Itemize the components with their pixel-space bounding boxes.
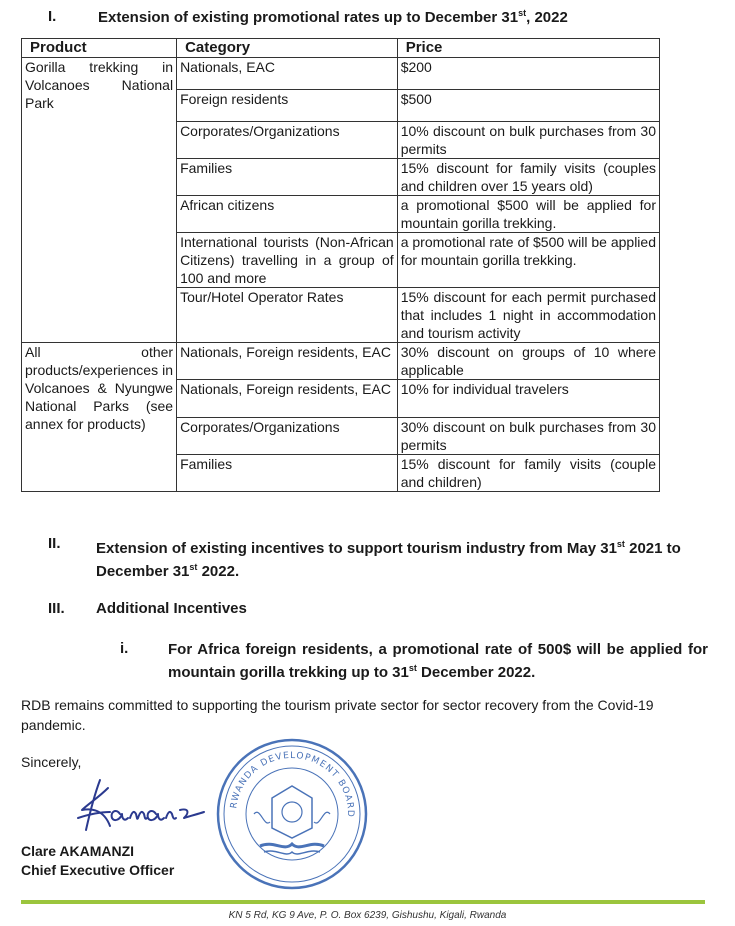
price-cell: a promotional rate of $500 will be applied for mountain gorilla trekking. bbox=[397, 233, 659, 288]
category-cell: Tour/Hotel Operator Rates bbox=[177, 288, 398, 343]
table-row bbox=[22, 343, 660, 380]
svg-text:RWANDA DEVELOPMENT BOARD (RDB): RWANDA DEVELOPMENT BOARD bbox=[229, 750, 356, 819]
header-product: Product bbox=[22, 39, 177, 58]
header-price: Price bbox=[397, 39, 659, 58]
section-3-numeral: III. bbox=[48, 600, 65, 617]
footer-rule bbox=[21, 900, 705, 904]
category-cell: International tourists (Non-African Citizens) travelling in a group of 100 and more bbox=[177, 233, 398, 288]
price-cell: 30% discount on bulk purchases from 30 permits bbox=[397, 418, 659, 455]
category-cell: Nationals, Foreign residents, EAC bbox=[177, 343, 398, 380]
category-cell: African citizens bbox=[177, 196, 398, 233]
price-cell: 10% discount on bulk purchases from 30 permits bbox=[397, 122, 659, 159]
table-row bbox=[22, 58, 660, 90]
section-2-numeral: II. bbox=[48, 535, 61, 552]
price-cell: 15% discount for each permit purchased that includes 1 night in accommodation and tourism activity bbox=[397, 288, 659, 343]
category-cell: Nationals, EAC bbox=[177, 58, 398, 90]
section-2-title: Extension of existing incentives to support tourism industry from May 31st 2021 to December 31st 2022. bbox=[96, 539, 681, 580]
product-cell: All other products/experiences in Volcanoes & Nyungwe National Parks (see annex for products) bbox=[22, 343, 177, 492]
section-1-title: Extension of existing promotional rates up to December 31st, 2022 bbox=[98, 8, 568, 26]
category-cell: Corporates/Organizations bbox=[177, 122, 398, 159]
price-cell: $200 bbox=[397, 58, 659, 90]
table-header-row bbox=[22, 39, 660, 58]
section-1-numeral: I. bbox=[48, 8, 57, 25]
section-3-title: Additional Incentives bbox=[96, 600, 247, 617]
official-seal bbox=[214, 736, 370, 892]
price-cell: $500 bbox=[397, 90, 659, 122]
signatory-name: Clare AKAMANZI bbox=[21, 843, 135, 859]
product-cell: Gorilla trekking in Volcanoes National Park bbox=[22, 58, 177, 343]
closing-paragraph: RDB remains committed to supporting the tourism private sector for sector recovery from the Covid-19 pandemic. bbox=[21, 697, 654, 733]
signatory-title: Chief Executive Officer bbox=[21, 862, 175, 878]
category-cell: Nationals, Foreign residents, EAC bbox=[177, 380, 398, 418]
price-cell: 10% for individual travelers bbox=[397, 380, 659, 418]
promotional-rates-table bbox=[21, 38, 660, 492]
footer-address: KN 5 Rd, KG 9 Ave, P. O. Box 6239, Gishushu, Kigali, Rwanda bbox=[228, 910, 507, 921]
category-cell: Families bbox=[177, 455, 398, 492]
sincerely-text: Sincerely, bbox=[21, 754, 82, 770]
category-cell: Families bbox=[177, 159, 398, 196]
price-cell: a promotional $500 will be applied for mountain gorilla trekking. bbox=[397, 196, 659, 233]
item-i-numeral: i. bbox=[120, 640, 129, 657]
price-cell: 30% discount on groups of 10 where applicable bbox=[397, 343, 659, 380]
category-cell: Corporates/Organizations bbox=[177, 418, 398, 455]
price-cell: 15% discount for family visits (couples and children over 15 years old) bbox=[397, 159, 659, 196]
item-i-text: For Africa foreign residents, a promotional rate of 500$ will be applied for mountain gorilla trekking up to 31st December 2022. bbox=[168, 641, 708, 681]
price-cell: 15% discount for family visits (couple and children) bbox=[397, 455, 659, 492]
category-cell: Foreign residents bbox=[177, 90, 398, 122]
header-category: Category bbox=[177, 39, 398, 58]
